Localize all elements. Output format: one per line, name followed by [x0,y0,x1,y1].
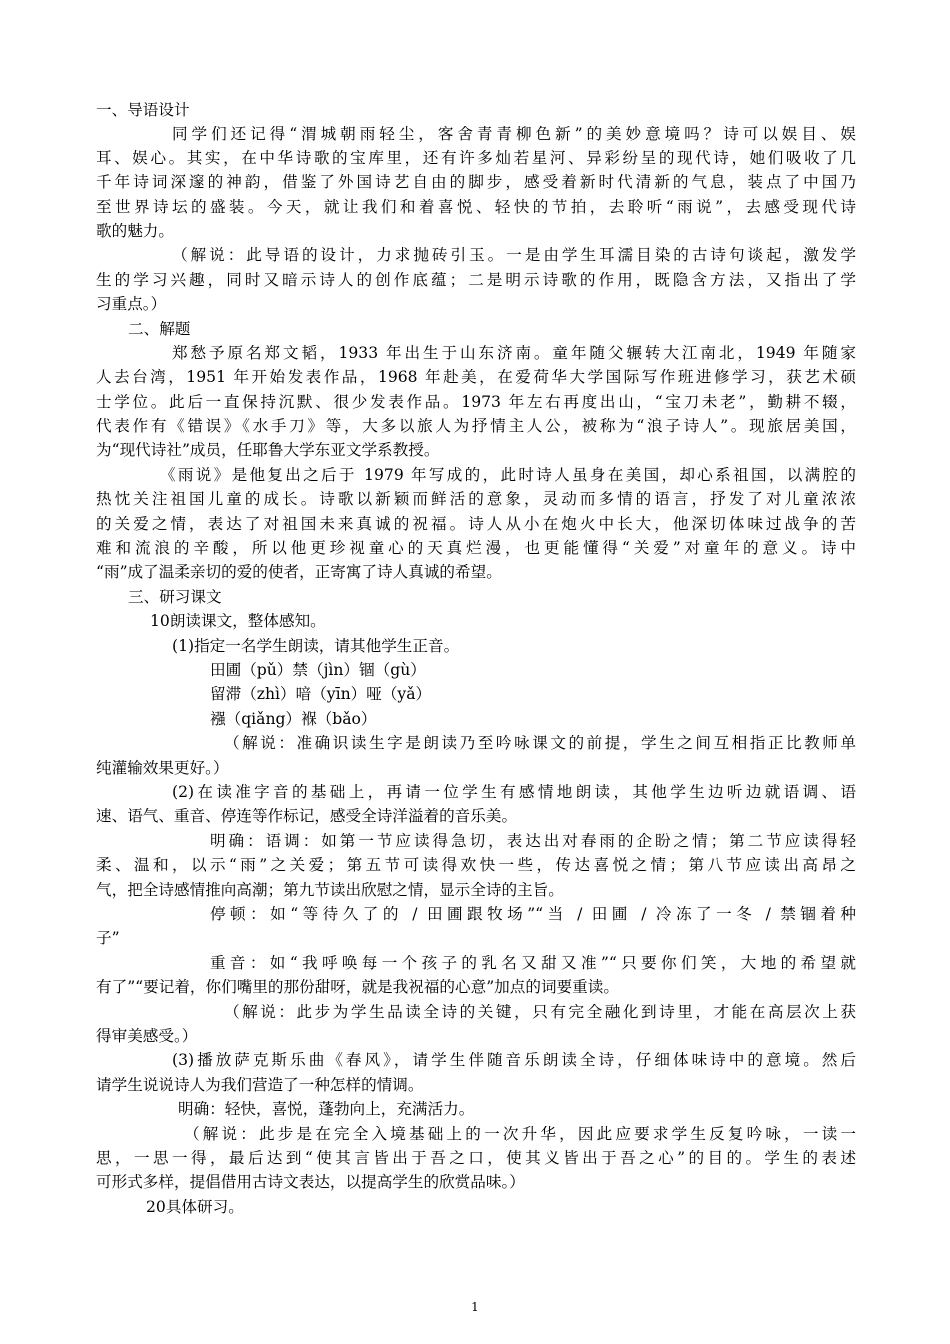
tone-line-3: 气，把全诗感情推向高潮；第九节读出欣慰之情，显示全诗的主旨。 [96,881,564,899]
poem-line-2: 热忱关注祖国儿童的成长。诗歌以新颖而鲜活的意象，灵动而多情的语言，抒发了对儿童浓浓 [96,490,856,508]
author-line-3: 士学位。此后一直保持沉默、很少发表作品。1973 年左右再度出山，“宝刀未老”，勤耕不辍， [96,393,856,411]
step-1-2-line-2: 速、语气、重音、停连等作标记，感受全诗洋溢着的音乐美。 [96,807,518,825]
intro-line-1: 同学们还记得“渭城朝雨轻尘，客舍青青柳色新”的美妙意境吗？诗可以娱目、娱 [172,125,856,143]
step-1-3-line-2: 请学生说说诗人为我们营造了一种怎样的情调。 [96,1076,424,1094]
author-line-4: 代表作有《错误》《水手刀》等，大多以旅人为抒情主人公，被称为“浪子诗人”。现旅居美国， [96,417,856,435]
intro-note-line-3: 习重点。） [96,295,167,313]
answer-3: 明确：轻快，喜悦，蓬勃向上，充满活力。 [178,1100,475,1118]
poem-line-3: 的关爱之情，表达了对祖国未来真诚的祝福。诗人从小在炮火中长大，他深切体味过战争的苦 [96,515,856,533]
step-1-2-line-1: (2)在读准字音的基础上，再请一位学生有感情地朗读，其他学生边听边就语调、语 [172,783,856,801]
step-2: 20具体研习。 [146,1198,244,1216]
pinyin-line-2: 留滞（zhì）喑（yīn）哑（yǎ） [210,685,432,703]
step-1-3-line-1: (3)播放萨克斯乐曲《春风》，请学生伴随音乐朗读全诗，仔细体味诗中的意境。然后 [172,1051,856,1069]
poem-line-1: 《雨说》是他复出之后于 1979 年写成的，此时诗人虽身在美国，却心系祖国，以满腔的 [160,466,856,484]
stress-line-2: 有了”“要记着，你们嘴里的那份甜呀，就是我祝福的心意”加点的词要重读。 [96,978,619,996]
poem-line-4: 难和流浪的辛酸，所以他更珍视童心的天真烂漫，也更能懂得“关爱”对童年的意义。诗中 [96,539,856,557]
note-3-line-3: 可形式多样，提倡借用古诗文表达，以提高学生的欣赏品味。） [96,1173,525,1191]
poem-line-5: “雨”成了温柔亲切的爱的使者，正寄寓了诗人真诚的希望。 [96,563,502,581]
intro-line-3: 千年诗词深邃的神韵，借鉴了外国诗艺自由的脚步，感受着新时代清新的气息，装点了中国乃 [96,173,856,191]
note-1-line-1: （解说：准确识读生字是朗读乃至吟咏课文的前提，学生之间互相指正比教师单 [224,734,856,752]
note-2-line-1: （解说：此步为学生品读全诗的关键，只有完全融化到诗里，才能在高层次上获 [224,1003,856,1021]
author-line-2: 人去台湾，1951 年开始发表作品，1968 年赴美，在爱荷华大学国际写作班进修学习，获艺术硕 [96,368,856,386]
pause-line-2: 子” [96,929,120,947]
section-3-heading: 三、研习课文 [128,588,222,606]
pinyin-line-1: 田圃（pǔ）禁（jìn）锢（gù） [210,661,426,679]
intro-note-line-2: 生的学习兴趣，同时又暗示诗人的创作底蕴；二是明示诗歌的作用，既隐含方法，又指出了学 [96,271,856,289]
stress-line-1: 重音：如“我呼唤每一个孩子的乳名又甜又准”“只要你们笑，大地的希望就 [210,954,856,972]
pinyin-line-3: 襁（qiǎng）褓（bǎo） [210,710,377,728]
step-1-1: (1)指定一名学生朗读，请其他学生正音。 [172,637,460,655]
page-number: 1 [471,1300,479,1314]
intro-line-4: 至世界诗坛的盛装。今天，就让我们和着喜悦、轻快的节拍，去聆听“雨说”，去感受现代诗 [96,198,856,216]
step-1: 10朗读课文，整体感知。 [150,612,326,630]
note-3-line-2: 思，一思一得，最后达到“使其言皆出于吾之口，使其义皆出于吾之心”的目的。学生的表述 [96,1149,856,1167]
intro-line-2: 耳、娱心。其实，在中华诗歌的宝库里，还有许多灿若星河、异彩纷呈的现代诗，她们吸收了几 [96,149,856,167]
note-2-line-2: 得审美感受。） [96,1027,198,1045]
author-line-5: 为“现代诗社”成员，任耶鲁大学东亚文学系教授。 [96,441,440,459]
note-1-line-2: 纯灌输效果更好。） [96,759,229,777]
intro-line-5: 歌的魅力。 [96,222,174,240]
intro-note-line-1: （解说：此导语的设计，力求抛砖引玉。一是由学生耳濡目染的古诗句谈起，激发学 [172,246,856,264]
pause-line-1: 停顿：如“等待久了的 / 田圃跟牧场”“当 / 田圃 / 冷冻了一冬 / 禁锢着种 [210,905,856,923]
section-2-heading: 二、解题 [128,320,191,338]
author-line-1: 郑愁予原名郑文韬，1933 年出生于山东济南。童年随父辗转大江南北，1949 年随家 [172,344,856,362]
tone-line-2: 柔、温和，以示“雨”之关爱；第五节可读得欢快一些，传达喜悦之情；第八节应读出高昂之 [96,856,856,874]
tone-line-1: 明确：语调：如第一节应读得急切，表达出对春雨的企盼之情；第二节应读得轻 [210,832,856,850]
note-3-line-1: （解说：此步是在完全入境基础上的一次升华，因此应要求学生反复吟咏，一读一 [184,1125,856,1143]
section-1-heading: 一、导语设计 [96,101,190,119]
